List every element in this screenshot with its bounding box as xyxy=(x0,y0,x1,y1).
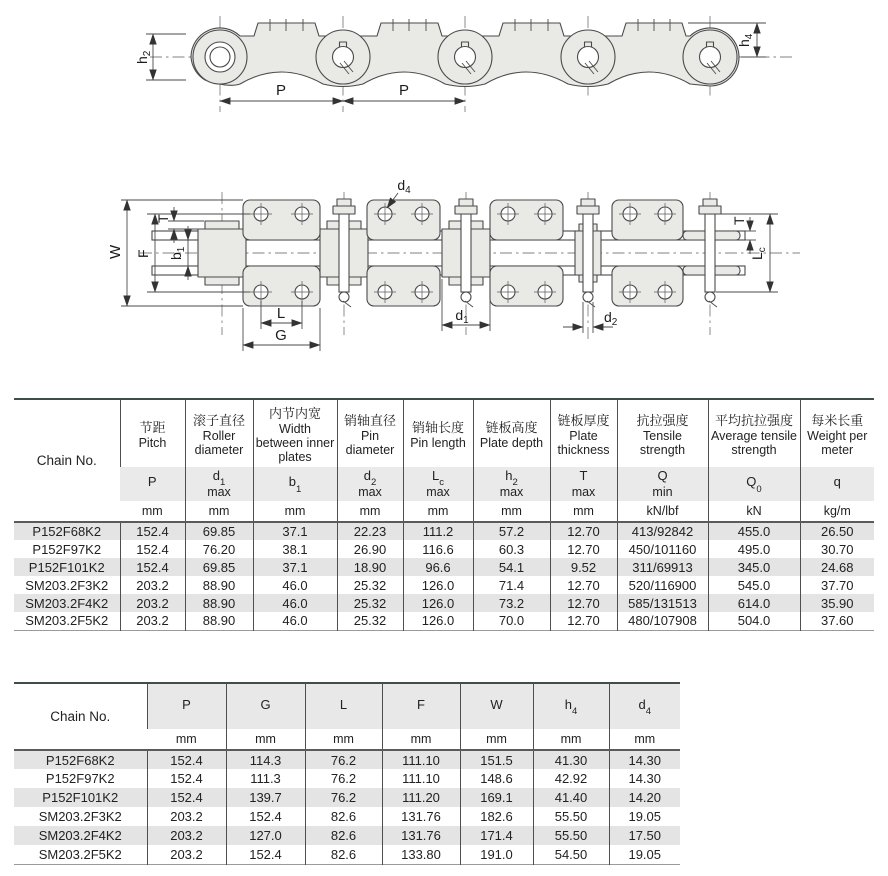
value-cell: 37.1 xyxy=(253,558,337,576)
value-cell: 12.70 xyxy=(550,576,617,594)
table-row xyxy=(14,845,680,864)
unit-cell: mm xyxy=(403,501,473,522)
unit-cell: mm xyxy=(550,501,617,522)
col-header: L xyxy=(305,683,382,729)
value-cell: 455.0 xyxy=(708,522,800,540)
spec-table-attachment xyxy=(14,682,680,865)
chain-no-header: Chain No. xyxy=(14,683,147,750)
value-cell: 22.23 xyxy=(337,522,403,540)
value-cell: 14.30 xyxy=(609,750,680,769)
unit-cell: mm xyxy=(305,729,382,750)
value-cell: 14.20 xyxy=(609,788,680,807)
value-cell: 41.30 xyxy=(533,750,609,769)
table-row xyxy=(14,769,680,788)
chain-no-cell: SM203.2F3K2 xyxy=(38,809,122,824)
value-cell: 37.1 xyxy=(253,522,337,540)
unit-cell: mm xyxy=(609,729,680,750)
value-cell: 152.4 xyxy=(120,522,185,540)
header-letter-row xyxy=(14,683,680,729)
value-cell: 116.6 xyxy=(403,540,473,558)
value-cell: 152.4 xyxy=(147,788,226,807)
col-header: 节距 Pitch xyxy=(120,399,185,467)
value-cell: 41.40 xyxy=(533,788,609,807)
svg-text:b1: $b_1$ xyxy=(168,246,187,260)
value-cell: 203.2 xyxy=(120,576,185,594)
symbol-cell: q xyxy=(800,467,874,501)
unit-cell: mm xyxy=(147,729,226,750)
chain-no-cell: P152F97K2 xyxy=(45,771,115,786)
value-cell: 19.05 xyxy=(609,807,680,826)
col-header: 链板厚度 Plate thickness xyxy=(550,399,617,467)
svg-text:d4: $d_4$ xyxy=(397,177,411,196)
value-cell: 203.2 xyxy=(120,612,185,630)
value-cell: 413/92842 xyxy=(617,522,708,540)
value-cell: 55.50 xyxy=(533,826,609,845)
unit-cell: mm xyxy=(337,501,403,522)
value-cell: 311/69913 xyxy=(617,558,708,576)
symbol-cell: $L_c$ max xyxy=(403,467,473,501)
value-cell: 88.90 xyxy=(185,576,253,594)
value-cell: 126.0 xyxy=(403,576,473,594)
chain-no-cell: P152F101K2 xyxy=(28,559,105,575)
value-cell: 76.20 xyxy=(185,540,253,558)
dim-d2 xyxy=(563,302,618,333)
value-cell: 54.1 xyxy=(473,558,550,576)
value-cell: 82.6 xyxy=(305,826,382,845)
value-cell: 203.2 xyxy=(120,594,185,612)
chain-no-cell: P152F68K2 xyxy=(45,752,115,768)
value-cell: 127.0 xyxy=(226,826,305,845)
value-cell: 25.32 xyxy=(337,594,403,612)
pin-hole xyxy=(210,47,230,67)
header-unit-row xyxy=(14,501,874,522)
value-cell: 139.7 xyxy=(226,788,305,807)
value-cell: 9.52 xyxy=(550,558,617,576)
value-cell: 17.50 xyxy=(609,826,680,845)
col-header: 销轴长度 Pin length xyxy=(403,399,473,467)
value-cell: 111.20 xyxy=(382,788,460,807)
symbol-cell: T max xyxy=(550,467,617,501)
tab-ticks xyxy=(270,19,670,31)
svg-text:T: T xyxy=(731,216,747,225)
svg-text:F: F xyxy=(135,249,151,258)
value-cell: 111.2 xyxy=(403,522,473,540)
table-row xyxy=(14,594,874,612)
svg-text:Lc: $L_c$ xyxy=(749,247,768,260)
value-cell: 46.0 xyxy=(253,612,337,630)
table-row xyxy=(14,540,874,558)
table1-body xyxy=(14,522,874,630)
unit-cell: mm xyxy=(185,501,253,522)
unit-cell: mm xyxy=(473,501,550,522)
col-header: G xyxy=(226,683,305,729)
col-header: P xyxy=(147,683,226,729)
header-name-row xyxy=(14,399,874,467)
value-cell: 152.4 xyxy=(226,845,305,864)
symbol-cell: P xyxy=(147,474,157,490)
value-cell: 76.2 xyxy=(305,788,382,807)
value-cell: 203.2 xyxy=(147,826,226,845)
spec-table-main xyxy=(14,398,874,631)
value-cell: 37.60 xyxy=(800,612,874,630)
value-cell: 148.6 xyxy=(460,769,533,788)
value-cell: 12.70 xyxy=(550,612,617,630)
value-cell: 96.6 xyxy=(403,558,473,576)
svg-text:P: P xyxy=(398,82,410,99)
symbol-cell: $d_2$ max xyxy=(337,467,403,501)
value-cell: 69.85 xyxy=(185,558,253,576)
value-cell: 152.4 xyxy=(147,769,226,788)
value-cell: 46.0 xyxy=(253,576,337,594)
value-cell: 70.0 xyxy=(473,612,550,630)
col-header: $d_4$ xyxy=(609,683,680,729)
chain-side-view xyxy=(134,16,795,112)
value-cell: 191.0 xyxy=(460,845,533,864)
unit-cell: mm xyxy=(460,729,533,750)
value-cell: 111.10 xyxy=(382,750,460,769)
chain-no-cell: SM203.2F4K2 xyxy=(25,595,109,611)
col-header: 抗拉强度 Tensile strength xyxy=(617,399,708,467)
table-row xyxy=(14,612,874,630)
chain-no-cell: SM203.2F5K2 xyxy=(38,846,122,862)
value-cell: 171.4 xyxy=(460,826,533,845)
value-cell: 12.70 xyxy=(550,522,617,540)
col-header: F xyxy=(382,683,460,729)
col-header: $h_4$ xyxy=(533,683,609,729)
value-cell: 35.90 xyxy=(800,594,874,612)
value-cell: 203.2 xyxy=(147,845,226,864)
svg-text:W: W xyxy=(107,244,124,259)
col-header: 链板高度 Plate depth xyxy=(473,399,550,467)
value-cell: 26.90 xyxy=(337,540,403,558)
value-cell: 37.70 xyxy=(800,576,874,594)
value-cell: 25.32 xyxy=(337,612,403,630)
unit-cell: mm xyxy=(253,501,337,522)
unit-cell: mm xyxy=(533,729,609,750)
table-row xyxy=(14,750,680,769)
value-cell: 30.70 xyxy=(800,540,874,558)
value-cell: 82.6 xyxy=(305,845,382,864)
value-cell: 38.1 xyxy=(253,540,337,558)
chain-no-cell: P152F68K2 xyxy=(32,524,102,539)
col-header: 滚子直径 Roller diameter xyxy=(185,399,253,467)
value-cell: 76.2 xyxy=(305,750,382,769)
svg-text:L: L xyxy=(276,305,286,322)
value-cell: 614.0 xyxy=(708,594,800,612)
value-cell: 114.3 xyxy=(226,750,305,769)
unit-cell: mm xyxy=(120,501,185,522)
value-cell: 520/116900 xyxy=(617,576,708,594)
value-cell: 76.2 xyxy=(305,769,382,788)
value-cell: 152.4 xyxy=(147,750,226,769)
value-cell: 111.3 xyxy=(226,769,305,788)
value-cell: 42.92 xyxy=(533,769,609,788)
col-header: 每米长重 Weight per meter xyxy=(800,399,874,467)
symbol-cell: $h_2$ max xyxy=(473,467,550,501)
value-cell: 25.32 xyxy=(337,576,403,594)
value-cell: 450/101160 xyxy=(617,540,708,558)
value-cell: 182.6 xyxy=(460,807,533,826)
chain-no-cell: SM203.2F3K2 xyxy=(25,577,109,593)
table2-body xyxy=(14,750,680,864)
value-cell: 126.0 xyxy=(403,594,473,612)
chain-no-cell: P152F97K2 xyxy=(32,541,102,557)
col-header: 内节内宽 Width between inner plates xyxy=(253,399,337,467)
value-cell: 203.2 xyxy=(147,807,226,826)
value-cell: 131.76 xyxy=(382,826,460,845)
value-cell: 12.70 xyxy=(550,594,617,612)
value-cell: 111.10 xyxy=(382,769,460,788)
value-cell: 480/107908 xyxy=(617,612,708,630)
value-cell: 345.0 xyxy=(708,558,800,576)
value-cell: 152.4 xyxy=(226,807,305,826)
symbol-cell: Q min xyxy=(617,467,708,501)
unit-cell: mm xyxy=(226,729,305,750)
value-cell: 495.0 xyxy=(708,540,800,558)
chain-plan-view xyxy=(107,177,800,351)
unit-cell: kN/lbf xyxy=(617,501,708,522)
unit-cell: kN xyxy=(708,501,800,522)
value-cell: 133.80 xyxy=(382,845,460,864)
value-cell: 12.70 xyxy=(550,540,617,558)
value-cell: 19.05 xyxy=(609,845,680,864)
symbol-cell: $Q_0$ xyxy=(708,467,800,501)
value-cell: 169.1 xyxy=(460,788,533,807)
chain-no-cell: SM203.2F4K2 xyxy=(38,828,122,843)
col-header: 平均抗拉强度 Average tensile strength xyxy=(708,399,800,467)
value-cell: 26.50 xyxy=(800,522,874,540)
table-row xyxy=(14,576,874,594)
value-cell: 88.90 xyxy=(185,594,253,612)
value-cell: 504.0 xyxy=(708,612,800,630)
table-row xyxy=(14,558,874,576)
value-cell: 24.68 xyxy=(800,558,874,576)
value-cell: 88.90 xyxy=(185,612,253,630)
value-cell: 151.5 xyxy=(460,750,533,769)
value-cell: 55.50 xyxy=(533,807,609,826)
value-cell: 152.4 xyxy=(120,540,185,558)
value-cell: 46.0 xyxy=(253,594,337,612)
table-row xyxy=(14,788,680,807)
unit-cell: kg/m xyxy=(800,501,874,522)
chain-no-header: Chain No. xyxy=(14,399,120,522)
chain-drawings xyxy=(0,0,888,392)
svg-text:d2: $d_2$ xyxy=(604,309,618,328)
value-cell: 73.2 xyxy=(473,594,550,612)
col-header: W xyxy=(460,683,533,729)
symbol-cell: $b_1$ xyxy=(253,467,337,501)
table-row xyxy=(14,826,680,845)
value-cell: 152.4 xyxy=(120,558,185,576)
svg-text:d1: $d_1$ xyxy=(455,307,469,326)
svg-text:h4: $h_4$ xyxy=(736,33,755,47)
svg-text:h2: $h_2$ xyxy=(134,50,153,64)
value-cell: 69.85 xyxy=(185,522,253,540)
col-header: 销轴直径 Pin diameter xyxy=(337,399,403,467)
value-cell: 57.2 xyxy=(473,522,550,540)
value-cell: 585/131513 xyxy=(617,594,708,612)
value-cell: 14.30 xyxy=(609,769,680,788)
value-cell: 60.3 xyxy=(473,540,550,558)
svg-text:T: T xyxy=(155,214,171,223)
value-cell: 545.0 xyxy=(708,576,800,594)
value-cell: 18.90 xyxy=(337,558,403,576)
table-row xyxy=(14,807,680,826)
chain-no-cell: SM203.2F5K2 xyxy=(25,613,109,629)
table-row xyxy=(14,522,874,540)
value-cell: 54.50 xyxy=(533,845,609,864)
svg-text:G: G xyxy=(275,327,287,344)
symbol-cell: $d_1$ max xyxy=(185,467,253,501)
value-cell: 82.6 xyxy=(305,807,382,826)
header-symbol-row xyxy=(14,467,874,501)
value-cell: 126.0 xyxy=(403,612,473,630)
unit-cell: mm xyxy=(382,729,460,750)
value-cell: 71.4 xyxy=(473,576,550,594)
svg-text:P: P xyxy=(275,82,287,99)
value-cell: 131.76 xyxy=(382,807,460,826)
chain-no-cell: P152F101K2 xyxy=(42,790,119,805)
